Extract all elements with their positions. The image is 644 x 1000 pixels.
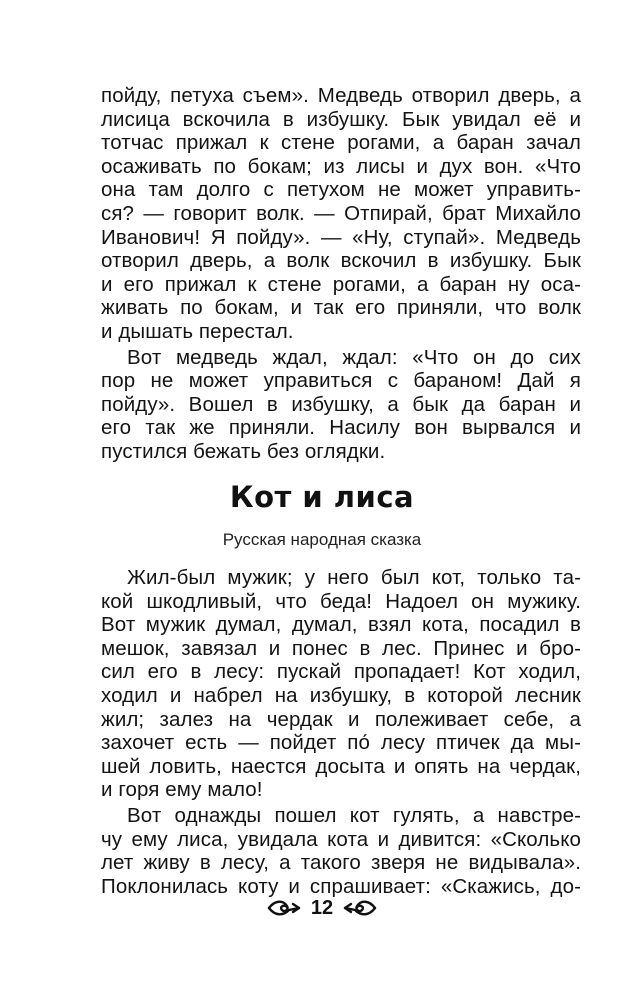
text-line: пойду». Вошел в избушку, а бык да баран и [101,392,581,416]
text-line: ходил и набрел на избушку, в которой лесник [101,684,581,707]
text-line: и горя ему мало! [101,778,263,802]
text-line: тотчас прижал к стене рогами, а баран зачал [101,131,581,155]
ornament-right-icon [343,896,377,920]
text-line: отворил дверь, а волк вскочил в избушку. Бык [101,249,581,273]
text-line: чу ему лиса, увидала кота и дивится: «Сколько [101,827,581,851]
text-line: Иванович! Я пойду». — «Ну, ступай». Медведь [101,225,581,249]
text-line: она там долго с петухом не может управить- [101,178,581,202]
text-line: ся? — говорит волк. — Отпирай, брат Михайло [101,202,581,225]
page-number: 12 [310,896,334,919]
story-subtitle: Русская народная сказка [222,530,422,549]
text-line: захочет есть — пойдет по́ лесу птичек да мы- [101,731,581,755]
page-footer [0,892,644,924]
text-line: кой шкодливый, что беда! Надоел он мужику. [101,589,581,613]
text-line: шей ловить, наестся досыта и опять на чердак, [101,754,581,778]
ornament-left-icon [267,896,301,920]
story-title: Кот и лиса [229,480,415,514]
text-line: живать по бокам, и так его приняли, что волк [101,296,581,320]
text-line: жил; залез на чердак и полеживает себе, а [101,707,581,731]
text-line: пор не может управиться с бараном! Дай я [101,369,581,393]
text-line: и его прижал к стене рогами, а баран ну оса- [101,272,581,296]
text-line: Вот мужик думал, думал, взял кота, посадил в [101,613,581,637]
text-line: Вот однажды пошел кот гулять, а навстре- [127,804,581,827]
text-line: пойду, петуха съем». Медведь отворил дверь, а [101,84,581,107]
text-line: пустился бежать без оглядки. [101,440,386,463]
text-line: Поклонилась коту и спрашивает: «Скажись, до- [101,874,581,898]
text-line: Жил-был мужик; у него был кот, только та- [127,566,581,589]
text-line: его так же приняли. Насилу вон вырвался и [101,416,581,440]
text-line: Вот медведь ждал, ждал: «Что он до сих [127,345,581,369]
text-line: лисица вскочила в избушку. Бык увидал её и [101,107,581,131]
text-line: сил его в лесу: пускай пропадает! Кот ходил, [101,660,581,684]
text-line: осаживать по бокам; из лисы и дух вон. «Что [101,154,581,178]
text-line: и дышать перестал. [101,320,294,343]
text-line: лет живу в лесу, а такого зверя не видывала». [101,851,581,875]
text-line: мешок, завязал и понес в лес. Принес и бро- [101,636,581,660]
